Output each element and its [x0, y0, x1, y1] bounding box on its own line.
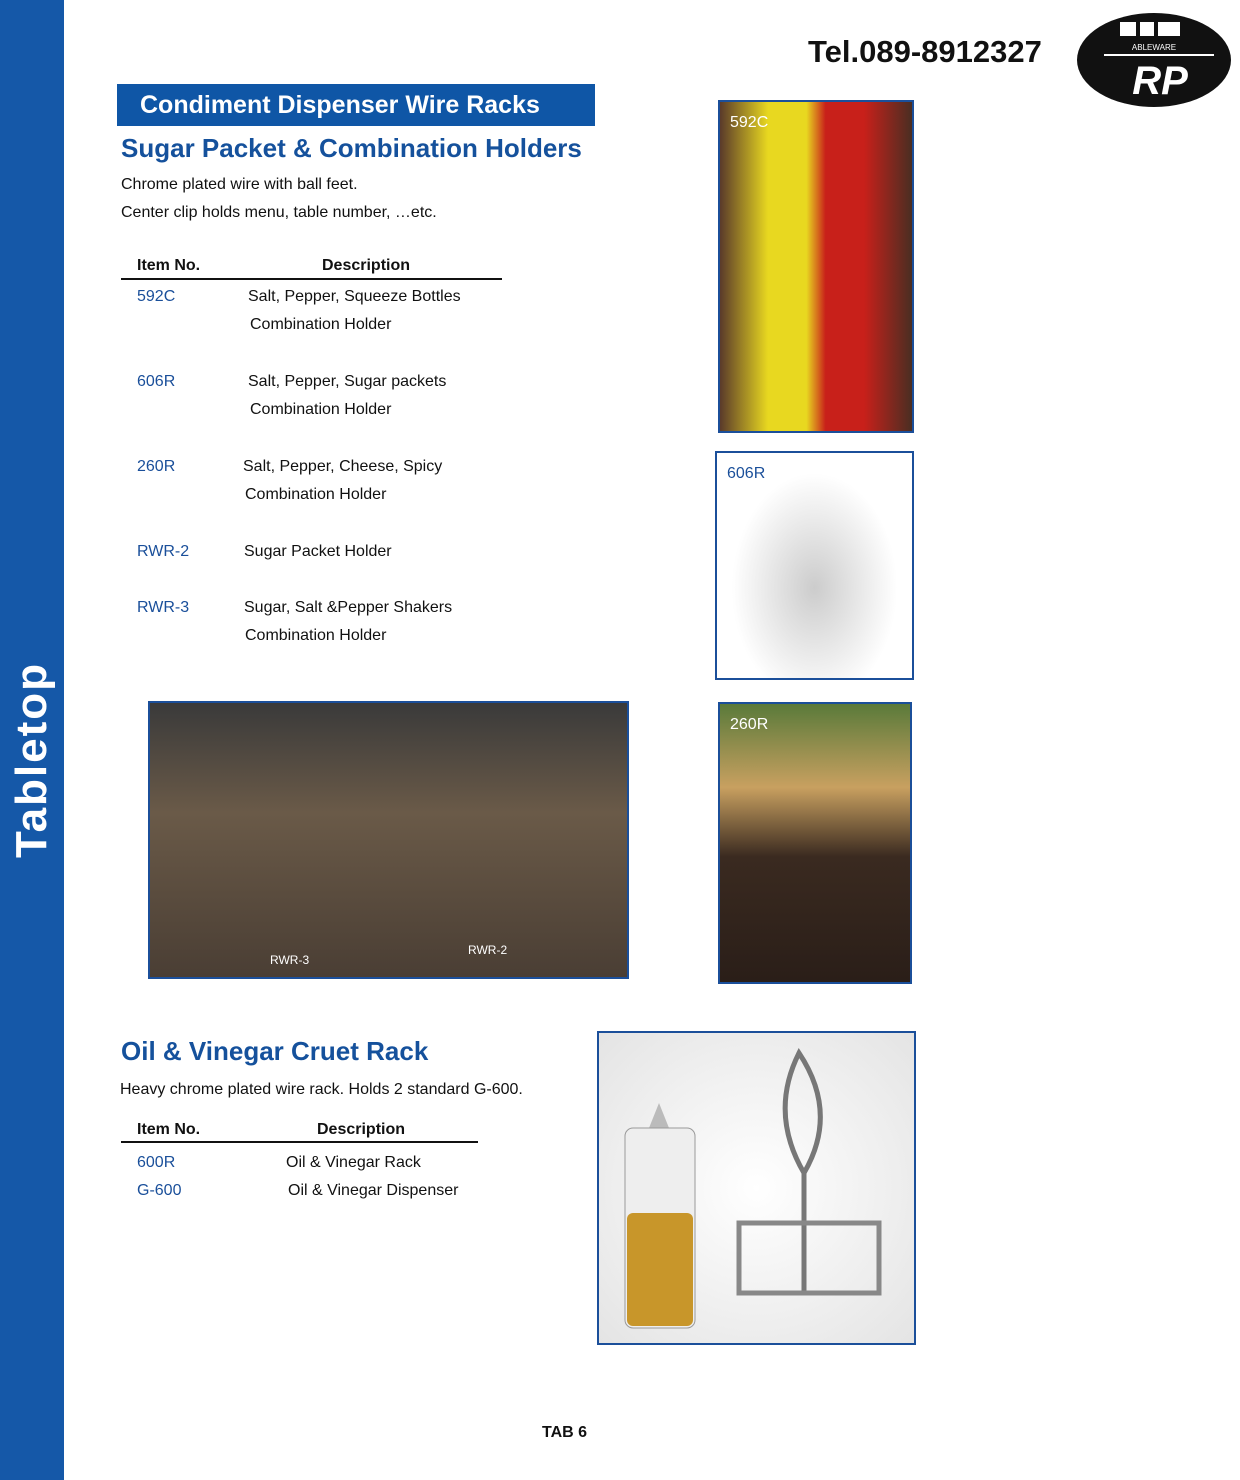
sidebar-label: Tabletop: [7, 661, 56, 859]
product-photo-592c: [718, 100, 914, 433]
item-description: Combination Holder: [245, 486, 387, 503]
photo-label: RWR-3: [270, 953, 310, 967]
column-header-item: Item No.: [137, 1121, 201, 1138]
product-photo-rwr: [148, 701, 629, 979]
item-description: Oil & Vinegar Dispenser: [288, 1182, 459, 1199]
product-photo-600r: [597, 1031, 916, 1345]
item-description: Combination Holder: [250, 401, 392, 418]
item-description: Salt, Pepper, Squeeze Bottles: [248, 288, 461, 305]
section-title: Oil & Vinegar Cruet Rack: [121, 1036, 429, 1066]
item-description: Salt, Pepper, Cheese, Spicy: [243, 458, 443, 475]
column-header-description: Description: [322, 257, 411, 274]
description-line: Center clip holds menu, table number, …etc.: [121, 204, 437, 221]
table-rule: [121, 1141, 478, 1143]
section-title: Sugar Packet & Combination Holders: [121, 133, 582, 163]
item-description: Combination Holder: [250, 316, 392, 333]
svg-text:RP: RP: [1132, 59, 1188, 103]
item-code: 260R: [137, 458, 176, 475]
item-code: RWR-3: [137, 599, 190, 616]
cruet-rack-illustration: [599, 1033, 914, 1343]
section-banner: Condiment Dispenser Wire Racks: [117, 84, 595, 126]
product-photo-606r: [715, 451, 914, 680]
photo-label: 606R: [727, 465, 766, 482]
page-number: TAB 6: [542, 1424, 588, 1441]
item-description: Oil & Vinegar Rack: [286, 1154, 421, 1171]
description-line: Heavy chrome plated wire rack. Holds 2 standard G-600.: [120, 1081, 523, 1098]
photo-label: 592C: [730, 114, 769, 131]
table-rule: [121, 278, 502, 280]
item-code: RWR-2: [137, 543, 190, 560]
svg-text:ABLEWARE: ABLEWARE: [1131, 43, 1177, 52]
item-description: Combination Holder: [245, 627, 387, 644]
description-line: Chrome plated wire with ball feet.: [121, 176, 358, 193]
item-code: 600R: [137, 1154, 176, 1171]
item-description: Sugar, Salt &Pepper Shakers: [244, 599, 453, 616]
item-code: 606R: [137, 373, 176, 390]
trp-logo: [1076, 12, 1232, 108]
product-photo-260r: [718, 702, 912, 984]
photo-label: RWR-2: [468, 943, 508, 957]
column-header-description: Description: [317, 1121, 406, 1138]
photo-label: 260R: [730, 716, 769, 733]
item-code: G-600: [137, 1182, 182, 1199]
phone-number: Tel.089-8912327: [808, 34, 1042, 69]
item-description: Salt, Pepper, Sugar packets: [248, 373, 447, 390]
column-header-item: Item No.: [137, 257, 201, 274]
item-description: Sugar Packet Holder: [244, 543, 392, 560]
item-code: 592C: [137, 288, 176, 305]
